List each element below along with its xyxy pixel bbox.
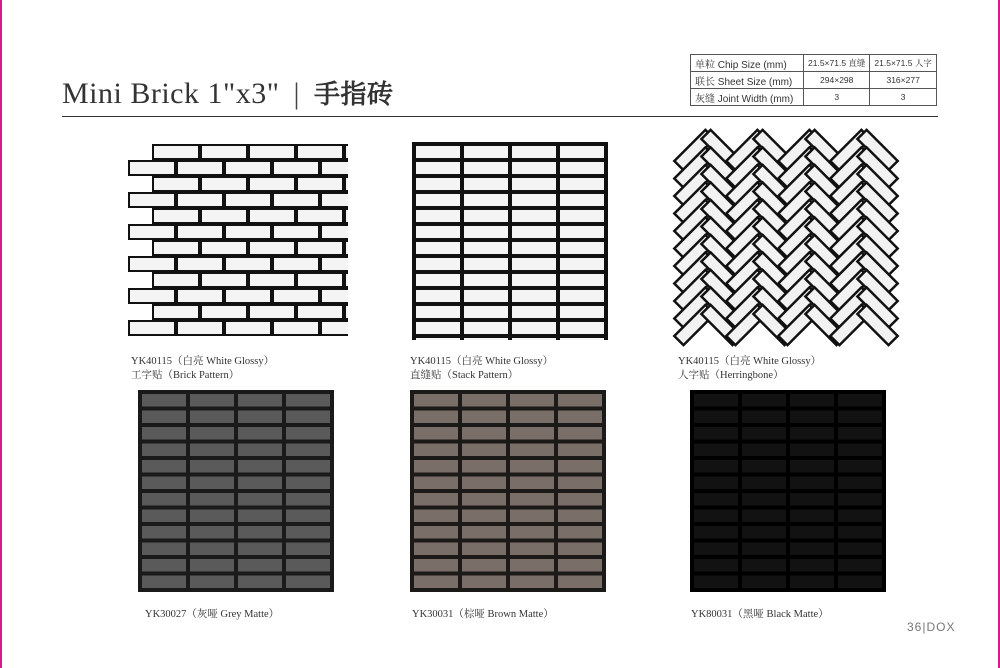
tile-chip (298, 274, 342, 286)
tile-chip (512, 210, 556, 222)
tile-chip (838, 460, 882, 473)
tile-chip (416, 162, 460, 174)
spec-value: 3 (804, 89, 870, 106)
tile-chip (414, 510, 458, 523)
tile-chip (416, 226, 460, 238)
tile-chip (742, 510, 786, 523)
tile-chip (790, 559, 834, 572)
tile-chip (202, 146, 246, 158)
tile-chip (462, 510, 506, 523)
spec-row (691, 89, 937, 106)
tile-chip (694, 411, 738, 424)
tile-chip (416, 210, 460, 222)
tile-chip (510, 394, 554, 407)
tile-chip (154, 146, 198, 158)
tile-chip (322, 162, 348, 174)
tile-chip (558, 510, 602, 523)
tile-chip (790, 444, 834, 457)
tile-chip (512, 338, 556, 340)
tile-chip (202, 274, 246, 286)
product-caption (131, 355, 274, 383)
tile-chip (142, 411, 186, 424)
tile-chip (130, 258, 174, 270)
spec-label: 联长 Sheet Size (mm) (691, 72, 804, 89)
tile-chip (202, 210, 246, 222)
tile-chip (560, 226, 604, 238)
tile-chip (202, 178, 246, 190)
tile-chip (238, 444, 282, 457)
spec-label: 灰缝 Joint Width (mm) (691, 89, 804, 106)
tile-chip (154, 210, 198, 222)
tile-chip (510, 460, 554, 473)
tile-chip (558, 444, 602, 457)
spec-row (691, 72, 937, 89)
tile-chip (838, 427, 882, 440)
tile-chip (742, 559, 786, 572)
tile-chip (560, 258, 604, 270)
tile-chip (464, 210, 508, 222)
tile-chip (560, 274, 604, 286)
tile-chip (694, 394, 738, 407)
tile-chip (512, 306, 556, 318)
tile-chip (154, 306, 198, 318)
product-caption (145, 608, 279, 622)
tile-chip (790, 493, 834, 506)
tile-chip (322, 258, 348, 270)
tile-chip (226, 258, 270, 270)
tile-chip (274, 322, 318, 334)
tile-chip (558, 543, 602, 556)
spec-label: 单粒 Chip Size (mm) (691, 55, 804, 72)
tile-chip (510, 559, 554, 572)
tile-chip (142, 493, 186, 506)
tile-chip (464, 290, 508, 302)
tile-chip (464, 258, 508, 270)
tile-chip (694, 460, 738, 473)
tile-chip (512, 194, 556, 206)
tile-swatch-stack-brown (410, 390, 612, 598)
tile-chip (190, 559, 234, 572)
tile-chip (694, 526, 738, 539)
tile-chip (238, 576, 282, 589)
tile-chip (464, 194, 508, 206)
tile-chip (346, 274, 348, 286)
tile-chip (558, 576, 602, 589)
tile-chip (190, 493, 234, 506)
tile-chip (416, 306, 460, 318)
tile-chip (790, 576, 834, 589)
product-caption (678, 355, 821, 383)
tile-swatch-herringbone-white (672, 128, 902, 348)
tile-chip (416, 242, 460, 254)
tile-chip (462, 543, 506, 556)
spec-value: 316×277 (870, 72, 936, 89)
tile-chip (274, 194, 318, 206)
tile-chip (238, 460, 282, 473)
tile-chip (142, 576, 186, 589)
tile-chip (190, 460, 234, 473)
tile-chip (462, 411, 506, 424)
tile-chip (742, 460, 786, 473)
tile-chip (286, 427, 330, 440)
tile-chip (790, 460, 834, 473)
tile-chip (298, 178, 342, 190)
tile-chip (838, 510, 882, 523)
spec-row (691, 55, 937, 72)
tile-chip (694, 477, 738, 490)
tile-chip (838, 394, 882, 407)
tile-chip (414, 427, 458, 440)
tile-chip (298, 306, 342, 318)
tile-chip (346, 178, 348, 190)
tile-chip (512, 258, 556, 270)
tile-chip (202, 306, 246, 318)
product-code: YK80031（黑哑 Black Matte） (691, 609, 829, 620)
product-pattern: 人字贴（Herringbone） (678, 370, 784, 381)
tile-chip (178, 258, 222, 270)
tile-swatch-stack-grey (138, 390, 340, 598)
tile-chip (178, 194, 222, 206)
tile-swatch-brick-white (128, 140, 348, 340)
title-separator: | (293, 77, 301, 110)
tile-chip (790, 427, 834, 440)
tile-chip (226, 162, 270, 174)
tile-chip (694, 427, 738, 440)
tile-chip (414, 411, 458, 424)
product-code: YK40115（白亮 White Glossy） (678, 356, 822, 367)
tile-chip (462, 477, 506, 490)
tile-chip (142, 444, 186, 457)
tile-chip (416, 194, 460, 206)
tile-chip (558, 526, 602, 539)
tile-chip (510, 510, 554, 523)
tile-chip (250, 242, 294, 254)
tile-chip (130, 322, 174, 334)
tile-chip (238, 427, 282, 440)
tile-chip (322, 290, 348, 302)
tile-chip (464, 146, 508, 158)
tile-chip (560, 306, 604, 318)
tile-chip (286, 576, 330, 589)
tile-chip (742, 477, 786, 490)
tile-chip (226, 290, 270, 302)
tile-chip (250, 178, 294, 190)
tile-chip (560, 178, 604, 190)
tile-chip (838, 444, 882, 457)
tile-swatch-stack-white (410, 140, 610, 340)
tile-chip (322, 322, 348, 334)
spec-value: 3 (870, 89, 936, 106)
page-title (62, 74, 394, 111)
tile-chip (510, 411, 554, 424)
tile-chip (346, 146, 348, 158)
product-pattern: 工字贴（Brick Pattern） (131, 370, 240, 381)
tile-chip (560, 146, 604, 158)
tile-chip (464, 274, 508, 286)
spec-value: 21.5×71.5 人字 (870, 55, 936, 72)
tile-chip (558, 460, 602, 473)
tile-chip (560, 338, 604, 340)
tile-swatch-stack-black (690, 390, 892, 598)
tile-chip (250, 210, 294, 222)
tile-chip (694, 510, 738, 523)
tile-chip (142, 427, 186, 440)
page-number: 36|DOX (907, 620, 956, 634)
tile-chip (190, 510, 234, 523)
tile-chip (464, 338, 508, 340)
tile-chip (558, 477, 602, 490)
tile-chip (838, 477, 882, 490)
tile-chip (464, 242, 508, 254)
tile-chip (560, 290, 604, 302)
tile-chip (238, 526, 282, 539)
tile-chip (346, 306, 348, 318)
tile-chip (414, 477, 458, 490)
herringbone-group (674, 130, 897, 345)
tile-chip (274, 258, 318, 270)
tile-chip (226, 322, 270, 334)
tile-chip (130, 162, 174, 174)
tile-chip (414, 576, 458, 589)
tile-chip (286, 559, 330, 572)
tile-chip (238, 510, 282, 523)
tile-chip (416, 290, 460, 302)
tile-chip (694, 444, 738, 457)
tile-chip (274, 290, 318, 302)
tile-chip (346, 242, 348, 254)
tile-chip (558, 493, 602, 506)
tile-chip (190, 411, 234, 424)
tile-chip (510, 427, 554, 440)
tile-chip (560, 162, 604, 174)
tile-chip (742, 411, 786, 424)
tile-chip (416, 338, 460, 340)
tile-chip (154, 178, 198, 190)
tile-chip (322, 226, 348, 238)
tile-chip (178, 322, 222, 334)
tile-chip (414, 559, 458, 572)
tile-chip (286, 493, 330, 506)
product-code: YK30027（灰哑 Grey Matte） (145, 609, 280, 620)
tile-chip (130, 290, 174, 302)
tile-chip (286, 411, 330, 424)
tile-chip (286, 460, 330, 473)
tile-chip (190, 477, 234, 490)
tile-chip (238, 543, 282, 556)
tile-chip (250, 306, 294, 318)
tile-chip (190, 427, 234, 440)
tile-chip (190, 543, 234, 556)
tile-chip (178, 290, 222, 302)
tile-chip (694, 493, 738, 506)
tile-chip (462, 444, 506, 457)
tile-chip (286, 444, 330, 457)
tile-chip (190, 526, 234, 539)
tile-chip (694, 559, 738, 572)
tile-chip (274, 162, 318, 174)
tile-chip (202, 242, 246, 254)
tile-chip (558, 394, 602, 407)
tile-chip (142, 394, 186, 407)
product-code: YK40115（白亮 White Glossy） (410, 356, 554, 367)
tile-chip (510, 444, 554, 457)
tile-chip (190, 444, 234, 457)
tile-chip (286, 477, 330, 490)
tile-chip (238, 559, 282, 572)
tile-chip (416, 322, 460, 334)
tile-chip (560, 322, 604, 334)
tile-chip (414, 460, 458, 473)
tile-chip (286, 510, 330, 523)
tile-chip (414, 394, 458, 407)
tile-chip (742, 493, 786, 506)
tile-chip (298, 146, 342, 158)
tile-chip (178, 162, 222, 174)
tile-chip (274, 226, 318, 238)
tile-chip (512, 178, 556, 190)
tile-chip (414, 526, 458, 539)
spec-value: 21.5×71.5 直缝 (804, 55, 870, 72)
tile-chip (790, 510, 834, 523)
tile-chip (346, 210, 348, 222)
tile-chip (742, 526, 786, 539)
tile-chip (142, 510, 186, 523)
tile-chip (694, 576, 738, 589)
tile-chip (414, 444, 458, 457)
tile-chip (462, 526, 506, 539)
tile-chip (416, 258, 460, 270)
tile-chip (462, 576, 506, 589)
tile-chip (416, 274, 460, 286)
tile-chip (512, 274, 556, 286)
spec-value: 294×298 (804, 72, 870, 89)
tile-chip (512, 226, 556, 238)
product-code: YK30031（棕哑 Brown Matte） (412, 609, 554, 620)
tile-chip (560, 194, 604, 206)
tile-chip (250, 146, 294, 158)
tile-chip (838, 543, 882, 556)
product-code: YK40115（白亮 White Glossy） (131, 356, 275, 367)
tile-chip (512, 242, 556, 254)
tile-chip (838, 526, 882, 539)
tile-chip (694, 543, 738, 556)
tile-chip (464, 306, 508, 318)
tile-chip (226, 194, 270, 206)
tile-chip (250, 274, 294, 286)
tile-chip (512, 146, 556, 158)
tile-chip (742, 576, 786, 589)
title-chinese: 手指砖 (314, 80, 394, 110)
tile-chip (322, 194, 348, 206)
tile-chip (298, 242, 342, 254)
tile-chip (838, 559, 882, 572)
tile-chip (512, 322, 556, 334)
tile-chip (790, 411, 834, 424)
tile-chip (142, 477, 186, 490)
product-caption (410, 355, 553, 383)
title-divider (62, 116, 938, 117)
tile-chip (238, 411, 282, 424)
tile-chip (142, 526, 186, 539)
tile-chip (238, 477, 282, 490)
tile-chip (226, 226, 270, 238)
tile-chip (560, 210, 604, 222)
tile-chip (178, 226, 222, 238)
tile-chip (462, 493, 506, 506)
tile-chip (130, 194, 174, 206)
tile-chip (142, 543, 186, 556)
tile-chip (790, 543, 834, 556)
tile-chip (742, 427, 786, 440)
tile-chip (790, 526, 834, 539)
tile-chip (416, 178, 460, 190)
tile-chip (510, 493, 554, 506)
tile-chip (142, 460, 186, 473)
tile-chip (838, 411, 882, 424)
tile-chip (416, 146, 460, 158)
tile-chip (558, 427, 602, 440)
tile-chip (190, 394, 234, 407)
tile-chip (464, 322, 508, 334)
tile-chip (510, 526, 554, 539)
tile-chip (462, 460, 506, 473)
tile-chip (742, 394, 786, 407)
tile-chip (130, 226, 174, 238)
tile-chip (790, 394, 834, 407)
tile-chip (464, 178, 508, 190)
tile-chip (286, 526, 330, 539)
tile-chip (838, 576, 882, 589)
tile-chip (462, 394, 506, 407)
tile-chip (286, 394, 330, 407)
title-english: Mini Brick 1"x3" (62, 77, 280, 110)
tile-chip (190, 576, 234, 589)
tile-chip (286, 543, 330, 556)
tile-chip (560, 242, 604, 254)
tile-chip (512, 290, 556, 302)
product-caption (412, 608, 554, 622)
tile-chip (414, 543, 458, 556)
tile-chip (464, 162, 508, 174)
tile-chip (558, 411, 602, 424)
tile-chip (510, 576, 554, 589)
tile-chip (464, 226, 508, 238)
tile-chip (742, 444, 786, 457)
tile-chip (838, 493, 882, 506)
tile-chip (790, 477, 834, 490)
tile-chip (558, 559, 602, 572)
tile-chip (510, 543, 554, 556)
tile-chip (142, 559, 186, 572)
tile-chip (298, 210, 342, 222)
tile-chip (462, 427, 506, 440)
tile-chip (510, 477, 554, 490)
tile-chip (414, 493, 458, 506)
tile-chip (154, 274, 198, 286)
page-border-left (0, 0, 2, 668)
tile-chip (462, 559, 506, 572)
product-pattern: 直缝贴（Stack Pattern） (410, 370, 519, 381)
tile-chip (154, 242, 198, 254)
tile-chip (238, 394, 282, 407)
tile-chip (238, 493, 282, 506)
tile-chip (742, 543, 786, 556)
tile-chip (512, 162, 556, 174)
spec-table (690, 54, 937, 106)
product-caption (691, 608, 829, 622)
